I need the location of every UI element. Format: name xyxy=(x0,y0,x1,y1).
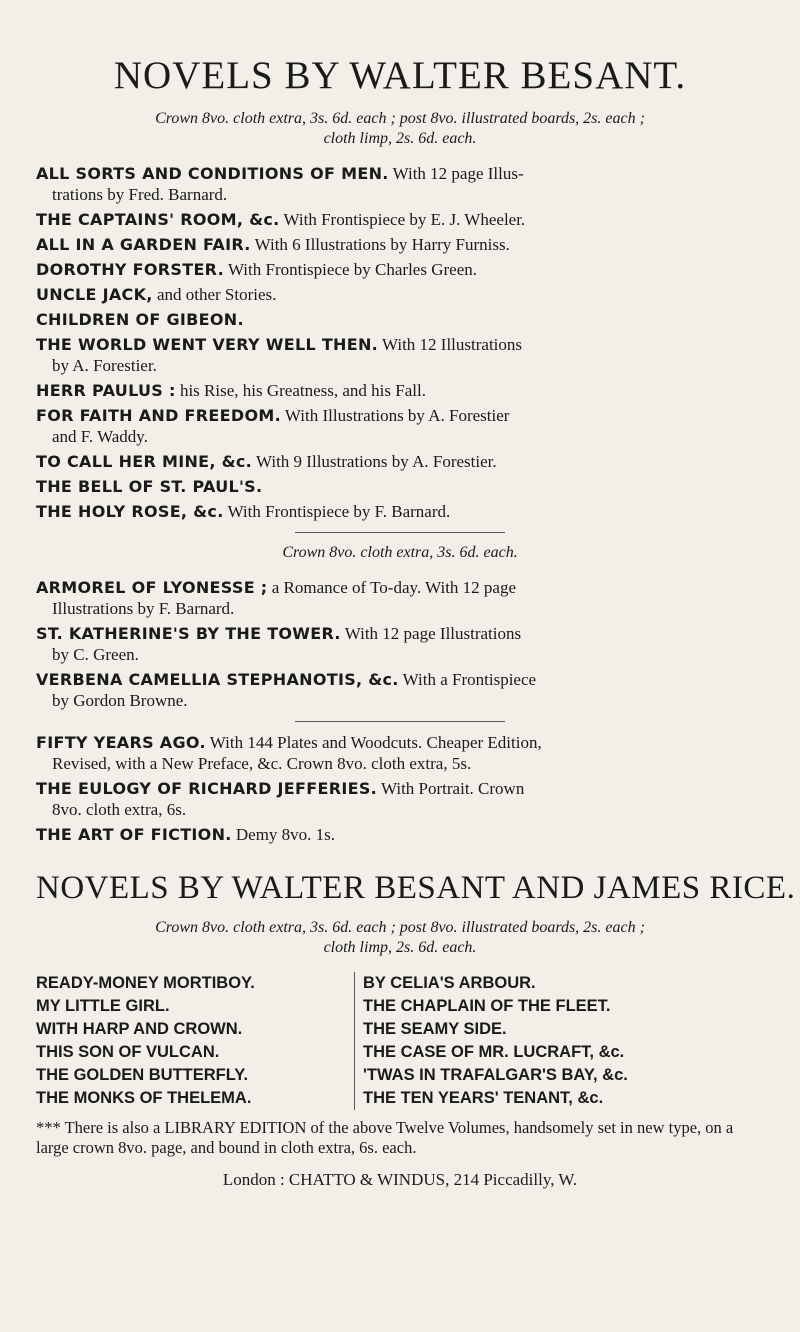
book-desc: With 12 page Illustrations xyxy=(344,623,522,643)
book-entry xyxy=(36,209,764,230)
entry-list-2 xyxy=(36,577,764,711)
book-desc: and other Stories. xyxy=(156,284,277,304)
book-title: ALL SORTS AND CONDITIONS OF MEN. xyxy=(36,163,389,183)
right-column xyxy=(354,972,628,1110)
book-desc: With Frontispiece by F. Barnard. xyxy=(227,501,451,521)
book-entry xyxy=(36,476,764,497)
book-entry xyxy=(36,732,764,774)
list-item: THIS SON OF VULCAN. xyxy=(36,1042,220,1061)
book-entry xyxy=(36,259,764,280)
book-entry xyxy=(36,405,764,447)
book-desc: With 12 Illustrations xyxy=(381,334,523,354)
book-entry xyxy=(36,309,764,330)
book-entry xyxy=(36,284,764,305)
book-desc: With a Frontispiece xyxy=(402,669,537,689)
book-title: VERBENA CAMELLIA STEPHANOTIS, &c. xyxy=(36,669,399,689)
book-title: THE CAPTAINS' ROOM, &c. xyxy=(36,209,280,229)
book-desc-cont: by Gordon Browne. xyxy=(52,690,188,710)
book-desc: With Illustrations by A. Forestier xyxy=(284,405,510,425)
section-title-besant-rice: NOVELS BY WALTER BESANT AND JAMES RICE. xyxy=(36,869,796,906)
book-desc-cont: trations by Fred. Barnard. xyxy=(52,184,228,204)
book-entry xyxy=(36,669,764,711)
book-entry xyxy=(36,234,764,255)
book-desc: With Portrait. Crown xyxy=(380,778,525,798)
list-item: WITH HARP AND CROWN. xyxy=(36,1019,243,1038)
terms-line-2: cloth limp, 2s. 6d. each. xyxy=(323,938,477,956)
book-title: ALL IN A GARDEN FAIR. xyxy=(36,234,251,254)
book-desc: his Rise, his Greatness, and his Fall. xyxy=(179,380,426,400)
book-desc-cont: by C. Green. xyxy=(52,644,139,664)
book-desc: a Romance of To-day. With 12 page xyxy=(271,577,517,597)
book-title: THE ART OF FICTION. xyxy=(36,824,232,844)
book-title: FIFTY YEARS AGO. xyxy=(36,732,206,752)
book-entry xyxy=(36,778,764,820)
book-desc-cont: 8vo. cloth extra, 6s. xyxy=(52,799,187,819)
terms-line xyxy=(46,109,754,149)
book-entry xyxy=(36,501,764,522)
book-desc: With Frontispiece by Charles Green. xyxy=(227,259,477,279)
book-title: FOR FAITH AND FREEDOM. xyxy=(36,405,281,425)
list-item: BY CELIA'S ARBOUR. xyxy=(363,973,536,992)
book-title: THE EULOGY OF RICHARD JEFFERIES. xyxy=(36,778,378,798)
book-entry xyxy=(36,577,764,619)
list-item: THE MONKS OF THELEMA. xyxy=(36,1088,252,1107)
book-title: THE HOLY ROSE, &c. xyxy=(36,501,224,521)
left-column xyxy=(36,972,336,1110)
entry-list-3 xyxy=(36,732,764,845)
list-item: MY LITTLE GIRL. xyxy=(36,996,170,1015)
section-title-besant: NOVELS BY WALTER BESANT. xyxy=(113,54,687,97)
two-column-list xyxy=(36,972,764,1110)
terms-line-1: Crown 8vo. cloth extra, 3s. 6d. each ; post 8vo. illustrated boards, 2s. each ; xyxy=(155,918,645,936)
list-item: THE SEAMY SIDE. xyxy=(363,1019,507,1038)
book-entry xyxy=(36,163,764,205)
book-title: THE WORLD WENT VERY WELL THEN. xyxy=(36,334,379,354)
book-desc: With 6 Illustrations by Harry Furniss. xyxy=(254,234,510,254)
book-title: TO CALL HER MINE, &c. xyxy=(36,451,253,471)
book-entry xyxy=(36,623,764,665)
list-item: THE GOLDEN BUTTERFLY. xyxy=(36,1065,249,1084)
book-desc: With 9 Illustrations by A. Forestier. xyxy=(256,451,497,471)
book-desc-cont: Revised, with a New Preface, &c. Crown 8vo. cloth extra, 5s. xyxy=(52,753,472,773)
book-title: CHILDREN OF GIBEON. xyxy=(36,309,244,329)
book-title: HERR PAULUS : xyxy=(36,380,176,400)
book-title: DOROTHY FORSTER. xyxy=(36,259,224,279)
book-desc: With 12 page Illus- xyxy=(392,163,524,183)
book-title: THE BELL OF ST. PAUL'S. xyxy=(36,476,263,496)
list-item: READY-MONEY MORTIBOY. xyxy=(36,973,255,992)
book-entry xyxy=(36,334,764,376)
entry-list-1 xyxy=(36,163,764,522)
book-title: UNCLE JACK, xyxy=(36,284,153,304)
book-entry xyxy=(36,451,764,472)
terms-line-2: cloth limp, 2s. 6d. each. xyxy=(323,129,477,147)
list-item: THE TEN YEARS' TENANT, &c. xyxy=(363,1088,604,1107)
book-entry xyxy=(36,824,764,845)
publisher-footer: London : CHATTO & WINDUS, 214 Piccadilly, W. xyxy=(222,1169,578,1189)
book-title: ARMOREL OF LYONESSE ; xyxy=(36,577,268,597)
list-item: 'TWAS IN TRAFALGAR'S BAY, &c. xyxy=(363,1065,628,1084)
book-desc-cont: by A. Forestier. xyxy=(52,355,157,375)
list-item: THE CHAPLAIN OF THE FLEET. xyxy=(363,996,611,1015)
terms-line-1: Crown 8vo. cloth extra, 3s. 6d. each ; post 8vo. illustrated boards, 2s. each ; xyxy=(155,109,645,127)
book-desc: With Frontispiece by E. J. Wheeler. xyxy=(283,209,526,229)
divider-rule xyxy=(295,721,505,722)
terms-line xyxy=(46,918,754,958)
list-item: THE CASE OF MR. LUCRAFT, &c. xyxy=(363,1042,625,1061)
book-desc-cont: and F. Waddy. xyxy=(52,426,148,446)
book-entry xyxy=(36,380,764,401)
book-desc: With 144 Plates and Woodcuts. Cheaper Edition, xyxy=(209,732,542,752)
divider-rule xyxy=(295,532,505,533)
terms-line-section2: Crown 8vo. cloth extra, 3s. 6d. each. xyxy=(282,543,518,561)
book-title: ST. KATHERINE'S BY THE TOWER. xyxy=(36,623,341,643)
book-desc: Demy 8vo. 1s. xyxy=(235,824,336,844)
library-edition-note: *** There is also a LIBRARY EDITION of the above Twelve Volumes, handsomely set in new type, on a large crown 8vo. page, and bound in cloth extra, 6s. each. xyxy=(36,1117,734,1157)
book-desc-cont: Illustrations by F. Barnard. xyxy=(52,598,235,618)
